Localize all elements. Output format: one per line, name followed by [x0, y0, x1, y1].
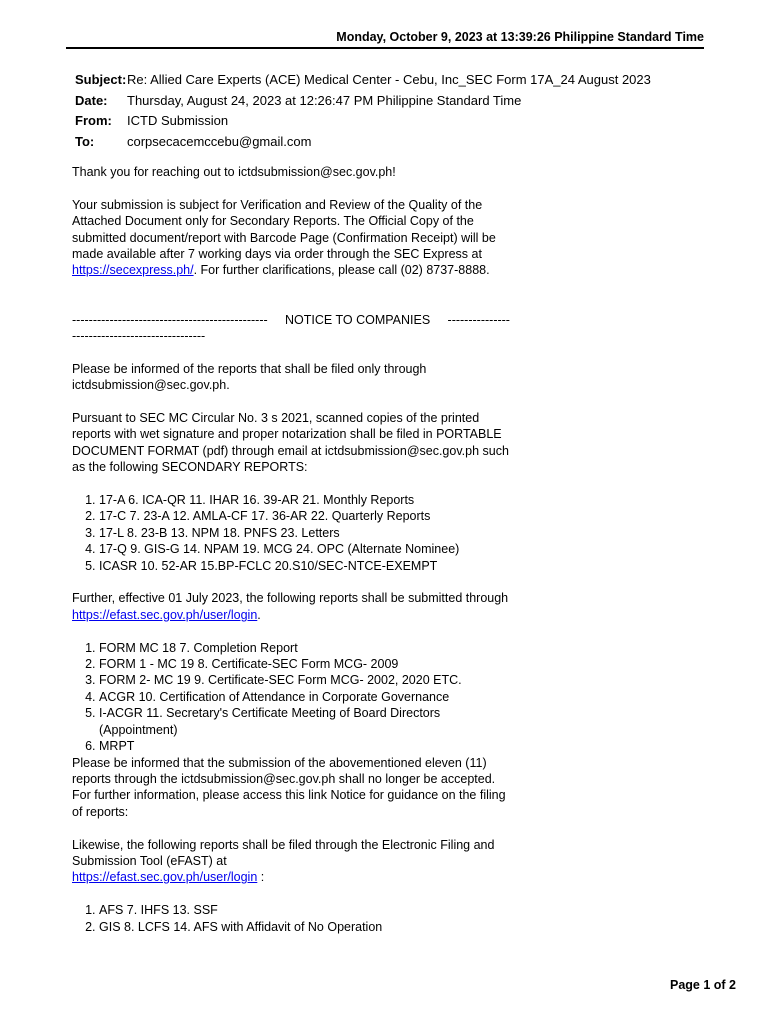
likewise-text: Likewise, the following reports shall be filed through the Electronic Filing and Submission Tool (eFAST) at	[72, 837, 495, 868]
no-longer-paragraph: Please be informed that the submission of the abovementioned eleven (11) reports through the ictdsubmission@sec.gov.ph shall no longer be accepted. For further information, please access this link Notice for guidance on the filing of reports:	[72, 755, 506, 819]
print-timestamp-header: Monday, October 9, 2023 at 13:39:26 Philippine Standard Time	[336, 30, 704, 44]
secondary-reports-list	[72, 492, 512, 574]
list-item: 6. MRPT	[99, 738, 512, 754]
from-row	[75, 111, 651, 132]
date-row	[75, 91, 651, 112]
pursuant-paragraph: Pursuant to SEC MC Circular No. 3 s 2021, scanned copies of the printed reports with wet signature and proper notarization shall be filed in PORTABLE DOCUMENT FORMAT (pdf) through email at ictdsubmission@sec.gov.ph such as the following SECONDARY REPORTS:	[72, 411, 509, 475]
to-row	[75, 132, 651, 153]
subject-label: Subject:	[75, 72, 127, 87]
efast-link-2[interactable]: https://efast.sec.gov.ph/user/login	[72, 870, 258, 885]
date-value: Thursday, August 24, 2023 at 12:26:47 PM Philippine Standard Time	[127, 92, 522, 108]
further-text-end: .	[257, 607, 261, 622]
header-divider	[66, 47, 704, 49]
list-item: 2. GIS 8. LCFS 14. AFS with Affidavit of No Operation	[99, 919, 512, 935]
list-item: 5. I-ACGR 11. Secretary's Certificate Meeting of Board Directors (Appointment)	[99, 705, 512, 738]
list-item: 1. AFS 7. IHFS 13. SSF	[99, 902, 512, 918]
secexpress-link[interactable]: https://secexpress.ph/	[72, 263, 194, 278]
list-item: 4. ACGR 10. Certification of Attendance in Corporate Governance	[99, 689, 512, 705]
from-value: ICTD Submission	[127, 113, 229, 128]
to-value: corpsecacemccebu@gmail.com	[127, 133, 312, 149]
email-header-block	[75, 70, 651, 152]
list-item: 2. FORM 1 - MC 19 8. Certificate-SEC Form MCG- 2009	[99, 656, 512, 672]
submission-text: Your submission is subject for Verification and Review of the Quality of the Attached Document only for Secondary Reports. The Official Copy of the submitted document/report with Barcode Page (Confirmation Receipt) will be made available after 7 working days via order through the SEC Express at	[72, 197, 496, 262]
list-item: 3. 17-L 8. 23-B 13. NPM 18. PNFS 23. Letters	[99, 525, 512, 541]
likewise-paragraph	[72, 837, 512, 886]
subject-row	[75, 70, 651, 91]
email-body	[72, 164, 512, 935]
notice-heading: ----------------------------------------------- NOTICE TO COMPANIES -----------------------------------------------	[72, 312, 510, 344]
financial-reports-list	[72, 902, 512, 935]
list-item: 1. 17-A 6. ICA-QR 11. IHAR 16. 39-AR 21. Monthly Reports	[99, 492, 512, 508]
list-item: 5. ICASR 10. 52-AR 15.BP-FCLC 20.S10/SEC-NTCE-EXEMPT	[99, 558, 512, 574]
thanks-paragraph: Thank you for reaching out to ictdsubmission@sec.gov.ph!	[72, 165, 396, 179]
to-label: To:	[75, 133, 95, 149]
page-number: Page 1 of 2	[670, 978, 736, 992]
efast-link[interactable]: https://efast.sec.gov.ph/user/login	[72, 607, 258, 622]
list-item: 3. FORM 2- MC 19 9. Certificate-SEC Form MCG- 2002, 2020 ETC.	[99, 672, 512, 688]
list-item: 2. 17-C 7. 23-A 12. AMLA-CF 17. 36-AR 22. Quarterly Reports	[99, 508, 512, 524]
submission-text-end: . For further clarifications, please call (02) 8737-8888.	[193, 263, 490, 278]
subject-value: Re: Allied Care Experts (ACE) Medical Center - Cebu, Inc_SEC Form 17A_24 August 2023	[127, 72, 651, 87]
spacer	[72, 295, 512, 311]
list-item: 1. FORM MC 18 7. Completion Report	[99, 640, 512, 656]
submission-paragraph	[72, 197, 512, 279]
efast-reports-list	[72, 640, 512, 755]
likewise-suffix: :	[257, 870, 265, 885]
list-item: 4. 17-Q 9. GIS-G 14. NPAM 19. MCG 24. OPC (Alternate Nominee)	[99, 541, 512, 557]
date-label: Date:	[75, 92, 108, 108]
further-text: Further, effective 01 July 2023, the following reports shall be submitted through	[72, 591, 509, 606]
further-paragraph	[72, 590, 512, 623]
informed-paragraph: Please be informed of the reports that shall be filed only through ictdsubmission@sec.gov.ph.	[72, 361, 427, 393]
from-label: From:	[75, 113, 112, 128]
